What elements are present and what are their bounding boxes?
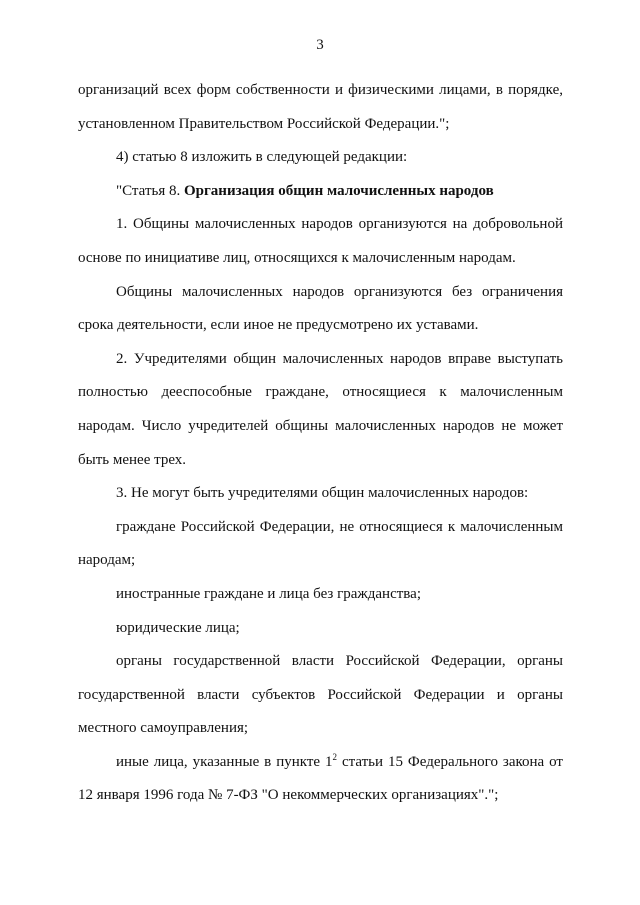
article-heading-prefix: "Статья 8. bbox=[116, 182, 184, 199]
paragraph-clause-1-cont: Общины малочисленных народов организуются без ограничения срока деятельности, если иное не предусмотрено их уставами. bbox=[78, 283, 563, 334]
paragraph-clause-3: 3. Не могут быть учредителями общин малочисленных народов: bbox=[116, 485, 529, 502]
paragraph-clause-1: 1. Общины малочисленных народов организуются на добровольной основе по инициативе лиц, относящихся к малочисленным народам. bbox=[78, 216, 563, 266]
other-persons-text-end: статьи 15 Федерального закона от 12 января 1996 года № 7-ФЗ "О некоммерческих организациях"."; bbox=[78, 753, 563, 804]
paragraph-continuation: организаций всех форм собственности и физическими лицами, в порядке, установленном Правительством Российской Федерации."; bbox=[78, 82, 563, 132]
superscript-index: 2 bbox=[332, 751, 337, 762]
list-item-other-persons bbox=[78, 746, 563, 813]
page-number: 3 bbox=[316, 37, 324, 53]
list-item-legal-entities: юридические лица; bbox=[116, 619, 240, 636]
paragraph-amendment-4: 4) статью 8 изложить в следующей редакции: bbox=[116, 149, 408, 166]
article-heading bbox=[78, 175, 563, 209]
other-persons-text-start: иные лица, указанные в пункте 1 bbox=[116, 753, 333, 770]
list-item-citizens: граждане Российской Федерации, не относящиеся к малочисленным народам; bbox=[78, 518, 563, 569]
article-heading-title: Организация общин малочисленных народов bbox=[183, 182, 494, 199]
paragraph-clause-2: 2. Учредителями общин малочисленных народов вправе выступать полностью дееспособные граждане, относящиеся к малочисленным народам. Число учредителей общины малочисленных народов не может быть менее трех. bbox=[78, 350, 563, 468]
document-body bbox=[78, 74, 563, 813]
list-item-foreigners: иностранные граждане и лица без гражданства; bbox=[116, 585, 422, 602]
list-item-authorities: органы государственной власти Российской Федерации, органы государственной власти субъектов Российской Федерации и органы местного самоуправления; bbox=[78, 653, 563, 737]
